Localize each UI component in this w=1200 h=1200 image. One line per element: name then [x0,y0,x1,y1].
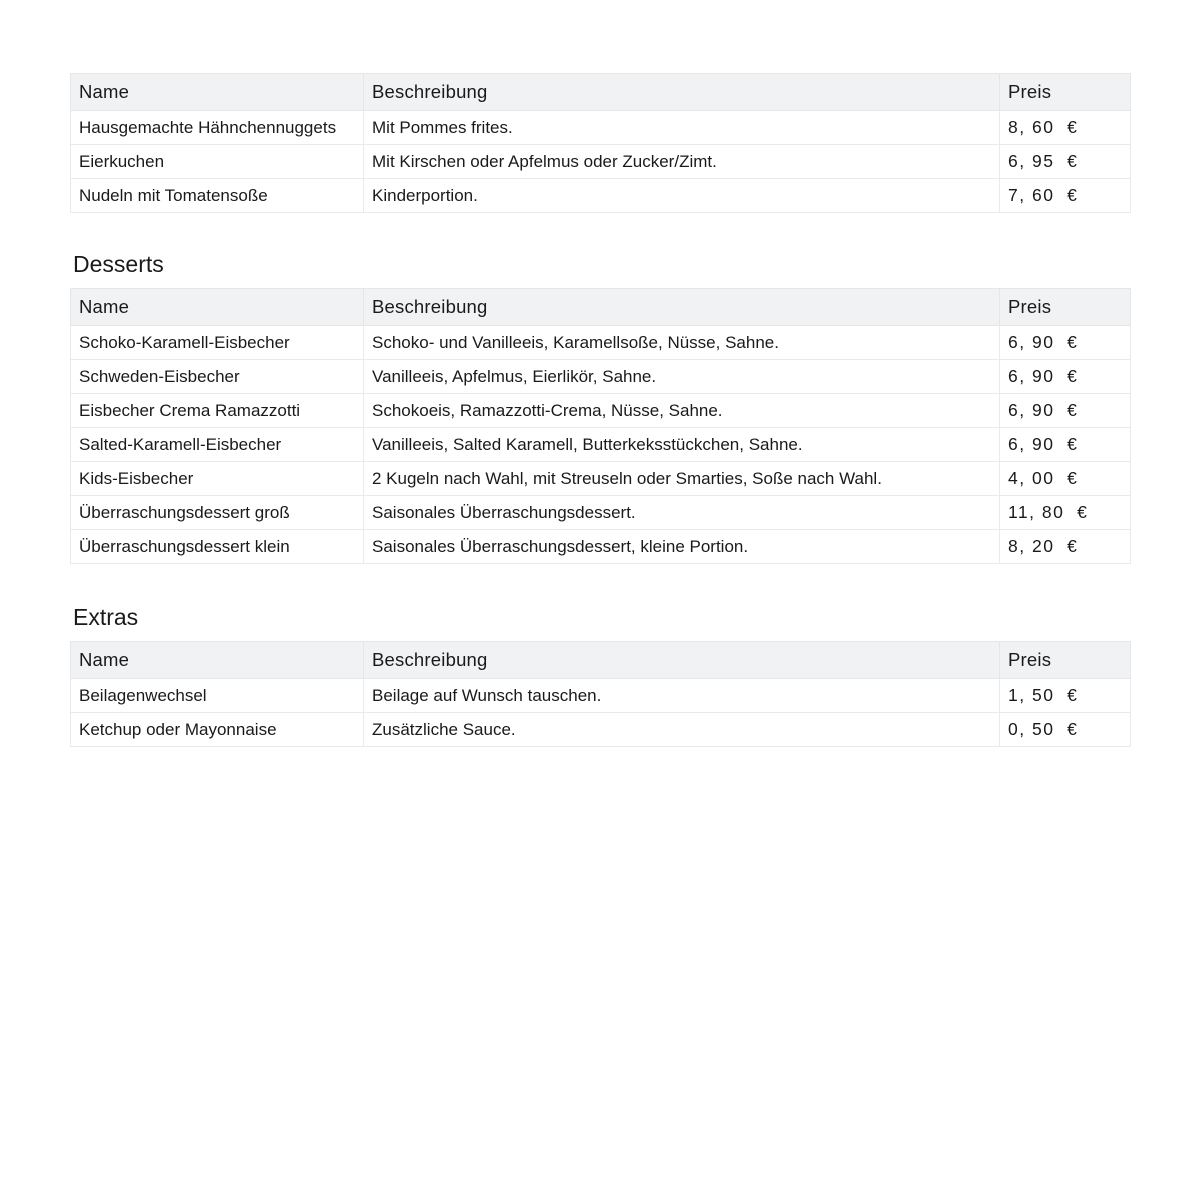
table-row [71,145,1131,179]
item-name: Schoko-Karamell-Eisbecher [71,326,364,360]
menu-table [70,73,1131,213]
item-description: Beilage auf Wunsch tauschen. [364,679,1000,713]
item-price: 8, 60 € [1000,111,1131,145]
item-description: Vanilleeis, Apfelmus, Eierlikör, Sahne. [364,360,1000,394]
item-price: 6, 90 € [1000,394,1131,428]
table-row [71,428,1131,462]
item-name: Hausgemachte Hähnchennuggets [71,111,364,145]
column-header-description: Beschreibung [364,642,1000,679]
column-header-description: Beschreibung [364,289,1000,326]
item-name: Salted-Karamell-Eisbecher [71,428,364,462]
item-name: Ketchup oder Mayonnaise [71,713,364,747]
section-title-extras: Extras [73,604,139,630]
item-name: Eierkuchen [71,145,364,179]
item-price: 1, 50 € [1000,679,1131,713]
item-name: Schweden-Eisbecher [71,360,364,394]
item-name: Überraschungsdessert klein [71,530,364,564]
item-description: Zusätzliche Sauce. [364,713,1000,747]
item-price: 4, 00 € [1000,462,1131,496]
table-header-row [71,289,1131,326]
item-description: Mit Pommes frites. [364,111,1000,145]
item-price: 6, 90 € [1000,360,1131,394]
item-name: Beilagenwechsel [71,679,364,713]
section-title-desserts: Desserts [73,251,164,277]
menu-table [70,288,1131,564]
item-name: Kids-Eisbecher [71,462,364,496]
table-row [71,679,1131,713]
item-description: Saisonales Überraschungsdessert. [364,496,1000,530]
section-desserts [70,247,1130,564]
item-description: Saisonales Überraschungsdessert, kleine Portion. [364,530,1000,564]
item-price: 6, 90 € [1000,428,1131,462]
column-header-name: Name [71,642,364,679]
item-description: Kinderportion. [364,179,1000,213]
column-header-name: Name [71,289,364,326]
item-description: Mit Kirschen oder Apfelmus oder Zucker/Zimt. [364,145,1000,179]
table-row [71,179,1131,213]
table-row [71,111,1131,145]
item-price: 7, 60 € [1000,179,1131,213]
item-description: 2 Kugeln nach Wahl, mit Streuseln oder Smarties, Soße nach Wahl. [364,462,1000,496]
item-description: Vanilleeis, Salted Karamell, Butterkeksstückchen, Sahne. [364,428,1000,462]
column-header-price: Preis [1000,642,1131,679]
menu-table [70,641,1131,747]
table-row [71,496,1131,530]
table-row [71,326,1131,360]
table-row [71,462,1131,496]
item-price: 6, 90 € [1000,326,1131,360]
item-price: 0, 50 € [1000,713,1131,747]
item-description: Schoko- und Vanilleeis, Karamellsoße, Nüsse, Sahne. [364,326,1000,360]
column-header-price: Preis [1000,74,1131,111]
item-name: Nudeln mit Tomatensoße [71,179,364,213]
item-name: Eisbecher Crema Ramazzotti [71,394,364,428]
item-price: 6, 95 € [1000,145,1131,179]
item-description: Schokoeis, Ramazzotti-Crema, Nüsse, Sahne. [364,394,1000,428]
item-price: 11, 80 € [1000,496,1131,530]
table-row [71,530,1131,564]
table-header-row [71,74,1131,111]
section-kids-meals [70,73,1130,213]
item-price: 8, 20 € [1000,530,1131,564]
section-extras [70,600,1130,747]
column-header-name: Name [71,74,364,111]
column-header-price: Preis [1000,289,1131,326]
table-header-row [71,642,1131,679]
column-header-description: Beschreibung [364,74,1000,111]
table-row [71,713,1131,747]
table-row [71,360,1131,394]
item-name: Überraschungsdessert groß [71,496,364,530]
table-row [71,394,1131,428]
